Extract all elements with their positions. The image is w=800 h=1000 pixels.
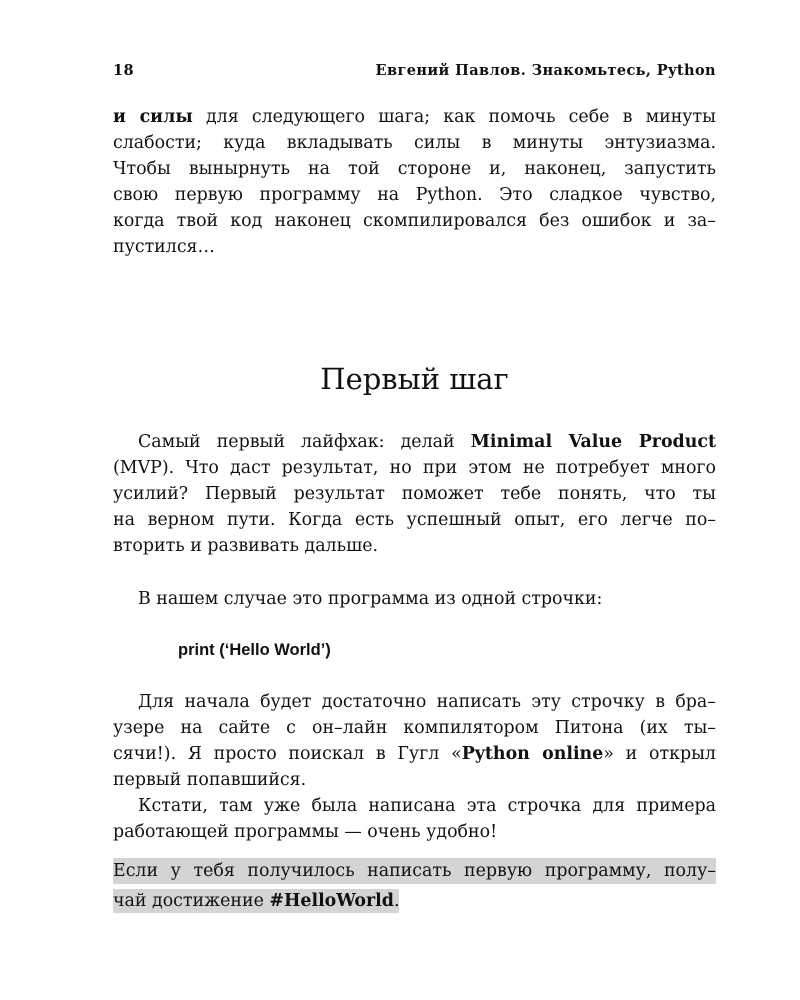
intro-paragraph — [113, 104, 716, 260]
achievement-line-2 — [113, 888, 716, 914]
paragraph-browser — [113, 689, 716, 845]
mvp-line-1-text: Самый первый лайфхак: делай — [138, 432, 471, 452]
intro-bold-start: и силы — [113, 107, 193, 127]
hashtag-helloworld: #HelloWorld — [269, 891, 394, 911]
achievement-line-2-end: . — [393, 891, 400, 911]
running-title: Евгений Павлов. Знакомьтесь, Python — [375, 62, 716, 79]
mvp-line-3: усилий? Первый результат поможет тебе понять, что ты — [113, 484, 716, 504]
achievement-line-2-start: чай достижение — [113, 891, 270, 911]
browser-line-3-end: » и открыл — [603, 744, 716, 764]
section-heading: Первый шаг — [320, 362, 509, 396]
browser-line-2: узере на сайте с он–лайн компилятором Питона (их ты– — [113, 718, 716, 738]
achievement-line-1: Если у тебя получилось написать первую программу, полу– — [113, 858, 716, 884]
example-line-2: работающей программы — очень удобно! — [113, 822, 498, 842]
page-number: 18 — [113, 62, 134, 79]
intro-line-4: свою первую программу на Python. Это сладкое чувство, — [113, 185, 716, 205]
intro-line-2: слабости; куда вкладывать силы в минуты энтузиазма. — [113, 133, 716, 153]
code-snippet: print (‘Hello World’) — [178, 641, 331, 659]
mvp-line-2: (MVP). Что даст результат, но при этом не потребует много — [113, 458, 716, 478]
program-line-1: В нашем случае это программа из одной строчки: — [138, 589, 603, 609]
intro-line-3: Чтобы вынырнуть на той стороне и, наконец, запустить — [113, 159, 716, 179]
intro-line-1-text: для следующего шага; как помочь себе в минуты — [192, 107, 716, 127]
page-header — [113, 62, 716, 79]
intro-line-1 — [113, 104, 716, 130]
browser-line-1: Для начала будет достаточно написать эту строчку в бра– — [138, 692, 716, 712]
browser-line-3-start: сячи!). Я просто поискал в Гугл « — [113, 744, 462, 764]
intro-line-5: когда твой код наконец скомпилировался без ошибок и за– — [113, 211, 716, 231]
achievement-line-2-bg — [113, 889, 399, 913]
browser-line-3 — [113, 741, 716, 767]
paragraph-mvp — [113, 429, 716, 559]
mvp-line-4: на верном пути. Когда есть успешный опыт, его легче по– — [113, 510, 716, 530]
achievement-highlight — [113, 858, 716, 918]
paragraph-program — [113, 586, 716, 612]
python-online-bold: Python online — [461, 744, 604, 764]
intro-line-6: пустился… — [113, 237, 215, 257]
example-line-1: Кстати, там уже была написана эта строчка для примера — [138, 796, 716, 816]
browser-line-4: первый попавшийся. — [113, 770, 307, 790]
mvp-bold-term: Minimal Value Product — [470, 432, 716, 452]
mvp-line-1 — [113, 429, 716, 455]
mvp-line-5: вторить и развивать дальше. — [113, 536, 379, 556]
